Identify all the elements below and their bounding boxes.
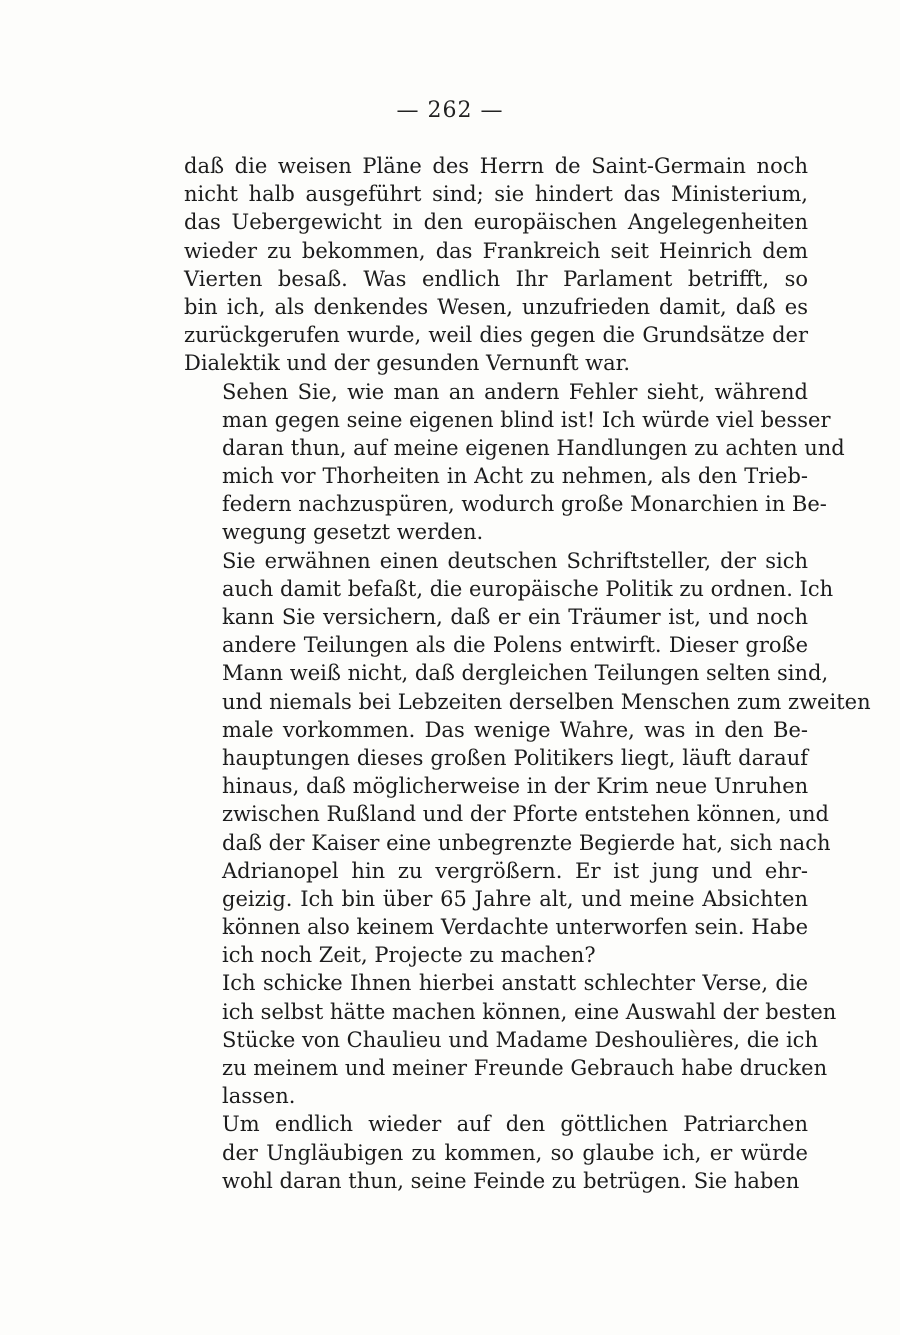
text-line: Sie erwähnen einen deutschen Schriftsteller, der sich [222, 548, 808, 573]
paragraph [184, 378, 845, 547]
text-line: wieder zu bekommen, das Frankreich seit Heinrich dem [184, 238, 808, 263]
text-line: Adrianopel hin zu vergrößern. Er ist jung und ehr- [222, 858, 808, 883]
text-line: bin ich, als denkendes Wesen, unzufrieden damit, daß es [184, 294, 808, 319]
text-line: lassen. [222, 1084, 296, 1109]
text-line: federn nachzuspüren, wodurch große Monarchien in Be- [222, 492, 827, 517]
text-line: daß die weisen Pläne des Herrn de Saint-Germain noch [184, 154, 808, 178]
text-line: Dialektik und der gesunden Vernunft war. [184, 351, 631, 376]
text-line: Um endlich wieder auf den göttlichen Patriarchen [222, 1112, 808, 1137]
text-line: können also keinem Verdachte unterworfen sein. Habe [222, 915, 808, 940]
text-line: wohl daran thun, seine Feinde zu betrügen. Sie haben [222, 1168, 800, 1193]
text-line: daran thun, auf meine eigenen Handlungen zu achten und [222, 435, 845, 460]
paragraph [184, 969, 837, 1110]
paragraph [184, 1110, 808, 1195]
text-line: male vorkommen. Das wenige Wahre, was in den Be- [222, 717, 808, 742]
text-line: andere Teilungen als die Polens entwirft. Dieser große [222, 633, 808, 658]
text-line: zwischen Rußland und der Pforte entstehen können, und [222, 802, 829, 827]
page-number: — 262 — [396, 98, 504, 123]
text-line: und niemals bei Lebzeiten derselben Menschen zum zweiten [222, 689, 871, 714]
paragraph [184, 152, 808, 378]
text-line: man gegen seine eigenen blind ist! Ich würde viel besser [222, 407, 831, 432]
text-line: ich noch Zeit, Projecte zu machen? [222, 943, 596, 968]
text-line: Ich schicke Ihnen hierbei anstatt schlechter Verse, die [222, 971, 808, 996]
text-line: ich selbst hätte machen können, eine Auswahl der besten [222, 999, 837, 1024]
text-line: hauptungen dieses großen Politikers liegt, läuft darauf [222, 745, 808, 770]
text-line: Sehen Sie, wie man an andern Fehler sieht, während [222, 379, 808, 404]
text-line: auch damit befaßt, die europäische Politik zu ordnen. Ich [222, 576, 834, 601]
text-line: nicht halb ausgeführt sind; sie hindert das Ministerium, [184, 182, 808, 207]
text-line: geizig. Ich bin über 65 Jahre alt, und meine Absichten [222, 886, 808, 911]
text-line: hinaus, daß möglicherweise in der Krim neue Unruhen [222, 774, 809, 799]
text-line: Vierten besaß. Was endlich Ihr Parlament betrifft, so [184, 266, 808, 291]
text-line: daß der Kaiser eine unbegrenzte Begierde hat, sich nach [222, 830, 831, 855]
text-line: Mann weiß nicht, daß dergleichen Teilungen selten sind, [222, 661, 829, 686]
body-text [184, 152, 871, 1195]
text-line: zu meinem und meiner Freunde Gebrauch habe drucken [222, 1056, 828, 1080]
text-line: wegung gesetzt werden. [222, 520, 484, 545]
text-line: der Ungläubigen zu kommen, so glaube ich, er würde [222, 1140, 808, 1165]
text-line: das Uebergewicht in den europäischen Angelegenheiten [184, 210, 808, 235]
text-line: Stücke von Chaulieu und Madame Deshoulières, die ich [222, 1027, 818, 1052]
text-line: kann Sie versichern, daß er ein Träumer ist, und noch [222, 605, 808, 629]
paragraph [184, 547, 871, 970]
text-line: zurückgerufen wurde, weil dies gegen die Grundsätze der [184, 323, 808, 348]
text-line: mich vor Thorheiten in Acht zu nehmen, als den Trieb- [222, 464, 808, 489]
